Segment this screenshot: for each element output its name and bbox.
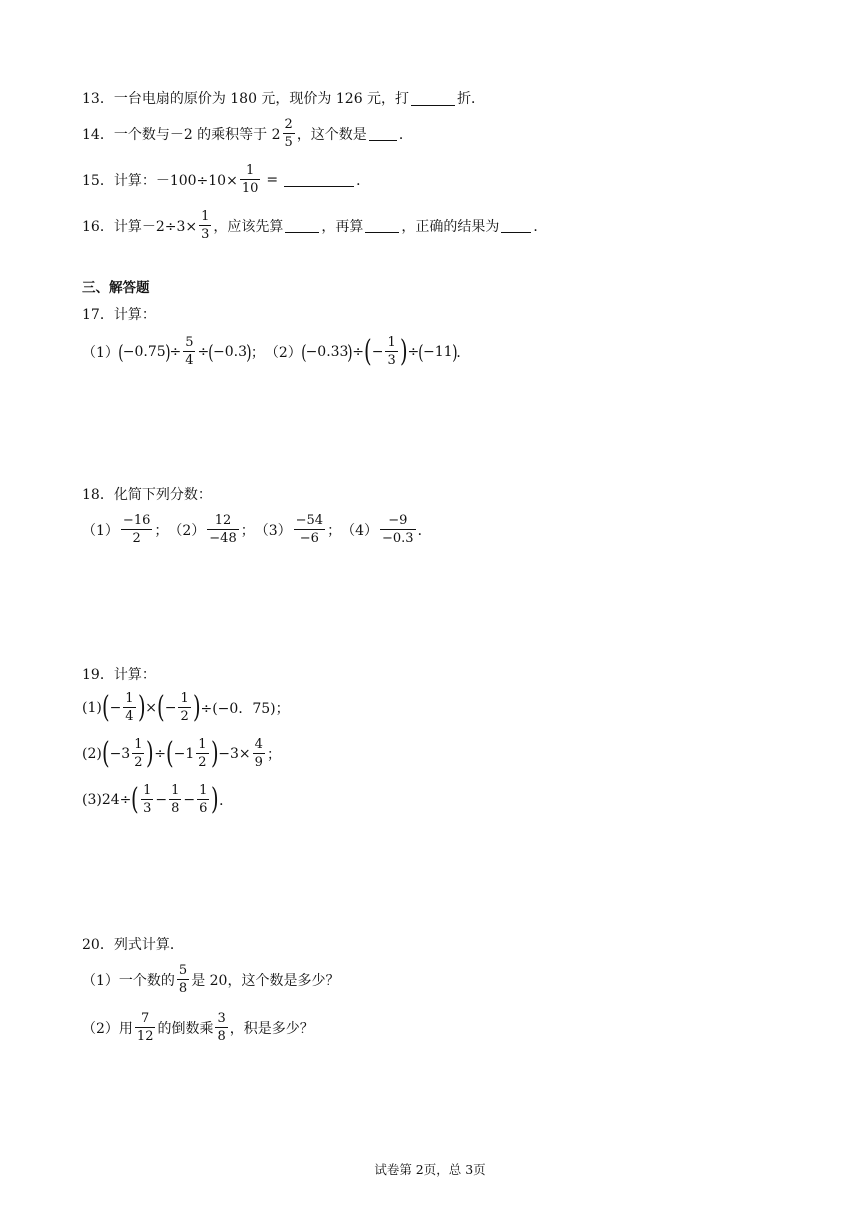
q16-blank-1 [285,218,319,233]
q20-p1-fraction [177,964,189,995]
q18-f3-num: −54 [295,513,324,528]
q18-s2: ； [240,522,255,539]
q20-p1-num: 5 [178,963,188,978]
q19-r3-d3: 6 [199,801,208,816]
q19-r1-n1: 1 [125,691,134,706]
q18-l2: （2） [168,522,206,539]
q17-p1-a: −0.75 [122,343,166,360]
q18-f1-den: 2 [132,531,141,546]
paren-close: ) [146,735,155,771]
paren-close: ) [246,339,252,364]
q19-r3-d2: 8 [171,801,180,816]
q17-p2-b: −11 [423,343,453,360]
q14-frac-num: 2 [284,117,293,132]
question-18-parts [82,514,432,545]
paren-close: ) [399,333,408,369]
page-footer: 试卷第 2页，总 3页 [374,1162,486,1177]
q17-p1-fraction [183,336,195,367]
q19-r2-d2: 2 [198,755,207,770]
q19-r2-end: ； [266,746,281,763]
q20-p2-fraction-2 [215,1012,227,1043]
q16-blank-3 [501,218,531,233]
paren-close: ) [164,339,171,364]
q19-r3-m2: − [183,791,196,808]
q18-f4-den: −0.3 [382,531,414,546]
q13-tail: 折． [457,91,486,107]
q19-r2-w1: −3 [109,745,131,762]
paren-open: ( [101,735,110,771]
q20-p2-fraction-1 [135,1012,156,1043]
q19-r3-n3: 1 [199,783,208,798]
q19-r2-mid: −3× [218,745,251,762]
q18-fraction-1 [121,514,152,545]
q17-p2-div1: ÷ [352,343,365,360]
question-19-title: 19．计算： [82,667,156,683]
q16-text: 16．计算－2÷3× [82,218,198,235]
q19-r2-d3: 9 [254,755,263,770]
q19-r2-fraction-1 [132,738,144,769]
q18-f2-num: 12 [214,513,232,528]
question-19-row-1 [82,689,290,725]
q16-frac-num: 1 [201,209,210,224]
q17-p2-fraction [385,336,397,367]
q20-p2-den2: 8 [217,1029,226,1044]
q16-c: ，正确的结果为 [401,218,500,235]
q20-p2-den: 12 [136,1029,154,1044]
question-18-title: 18．化简下列分数： [82,487,212,503]
q17-p2-neg: − [371,343,384,360]
question-16 [82,210,547,241]
q17-p1-label: （1） [82,344,119,361]
q20-p2-num: 7 [141,1011,150,1026]
question-17-title: 17．计算： [82,307,156,323]
paren-open: ( [118,339,124,364]
q19-r1-fraction-1 [123,692,135,723]
q15-fraction [240,164,261,195]
q14-frac-den: 5 [284,135,293,150]
q14-text: 14．一个数与－2 的乘积等于 2 [82,126,281,143]
q14-tail: ，这个数是 [296,126,367,143]
q15-text: 15．计算：－100÷10× [82,172,238,189]
q19-r2-fraction-2 [196,738,208,769]
q19-r1-n2: 1 [180,691,189,706]
q18-s3: ； [327,522,342,539]
paren-open: ( [300,339,307,364]
q18-f4-num: −9 [388,513,408,528]
q19-r2-fraction-3 [253,738,265,769]
q19-r2-div: ÷ [154,745,166,762]
q20-p1-b: 是 20，这个数是多少？ [191,972,340,989]
q14-blank [369,126,397,141]
q17-p1-b: −0.3 [213,343,248,360]
q19-r3-end: ． [219,792,234,809]
paren-close: ) [192,689,201,725]
q19-r2-w2: −1 [173,745,195,762]
paren-open: ( [101,689,110,725]
q15-frac-den: 10 [241,181,259,196]
q17-sep: ； [250,344,265,361]
q19-r3-label: (3)24÷ [82,791,132,808]
paren-open: ( [165,735,174,771]
question-15 [82,164,370,195]
paren-close: ) [347,339,354,364]
q15-blank [284,172,354,187]
q20-p2-c: ，积是多少？ [229,1020,314,1037]
q17-p1-div1: ÷ [169,343,182,360]
q19-r3-d1: 3 [143,801,152,816]
q18-l3: （3） [254,522,292,539]
q17-end: ． [456,344,471,361]
q16-blank-2 [365,218,399,233]
q19-r1-label: (1) [82,699,102,716]
q18-f2-den: −48 [209,531,237,546]
q19-r3-fraction-2 [169,784,181,815]
q17-p1-den: 4 [185,353,194,368]
q20-p1-a: （1）一个数的 [82,972,175,989]
q18-f1-num: −16 [122,513,151,528]
q19-r3-m1: − [155,791,168,808]
q16-b: ，再算 [321,218,364,235]
paren-open: ( [157,689,165,725]
q19-r3-fraction-3 [197,784,209,815]
q15-eq: = [266,171,279,188]
q19-r2-n1: 1 [134,737,143,752]
q14-end: ． [398,126,413,143]
q18-fraction-2 [207,514,238,545]
q19-r1-times: × [145,699,158,716]
question-20-part-1 [82,964,339,995]
section-heading: 三、解答题 [82,280,150,296]
q19-r2-d1: 2 [134,755,143,770]
q17-p1-div2: ÷ [197,343,210,360]
q19-r1-d1: 4 [125,709,134,724]
q19-r3-n2: 1 [171,783,180,798]
q19-r3-n1: 1 [143,783,152,798]
q19-r1-tail: ÷(−0．75)； [200,700,290,717]
q13-text: 13．一台电扇的原价为 180 元，现价为 126 元，打 [82,91,410,107]
q19-r1-fraction-2 [178,692,190,723]
q19-r1-d2: 2 [180,709,189,724]
question-13 [82,88,485,108]
q17-p1-num: 5 [185,335,194,350]
question-19-row-3 [82,781,234,817]
q19-r2-n3: 4 [254,737,263,752]
q13-blank [411,91,455,106]
q16-a: ，应该先算 [213,218,284,235]
question-17-parts [82,333,471,369]
q20-p2-num2: 3 [217,1011,226,1026]
q17-p2-a: −0.33 [305,343,349,360]
q16-frac-den: 3 [201,227,210,242]
q18-f3-den: −6 [299,531,319,546]
paren-close: ) [451,339,458,364]
paren-open: ( [208,339,214,364]
q17-p2-label: （2） [264,344,302,361]
q18-l4: （4） [341,522,378,539]
q20-p2-a: （2）用 [82,1020,133,1037]
q18-s1: ； [154,522,169,539]
negative-sign: − [109,699,122,716]
q16-end: ． [533,218,548,235]
q15-frac-num: 1 [245,163,255,178]
q19-r2-n2: 1 [198,737,207,752]
question-20-title: 20．列式计算． [82,937,184,953]
q14-fraction [283,118,295,149]
q16-fraction [199,210,211,241]
q17-p2-num: 1 [387,335,396,350]
q19-r3-fraction-1 [141,784,153,815]
q18-l1: （1） [82,522,119,539]
question-19-row-2 [82,735,281,771]
question-14 [82,118,413,149]
negative-sign: − [164,699,177,716]
paren-open: ( [418,339,424,364]
q17-p2-div2: ÷ [407,343,420,360]
q18-fraction-3 [294,514,325,545]
q15-end: ． [356,172,371,189]
paren-open: ( [364,333,372,369]
q17-p2-den: 3 [387,353,396,368]
q18-fraction-4 [380,514,416,545]
q18-end: ． [417,522,432,539]
paren-open: ( [131,781,140,817]
paren-close: ) [210,735,219,771]
paren-close: ) [137,689,146,725]
paren-close: ) [211,781,220,817]
q20-p1-den: 8 [178,981,188,996]
question-20-part-2 [82,1012,314,1043]
q20-p2-b: 的倒数乘 [157,1020,214,1037]
q19-r2-label: (2) [82,745,102,762]
